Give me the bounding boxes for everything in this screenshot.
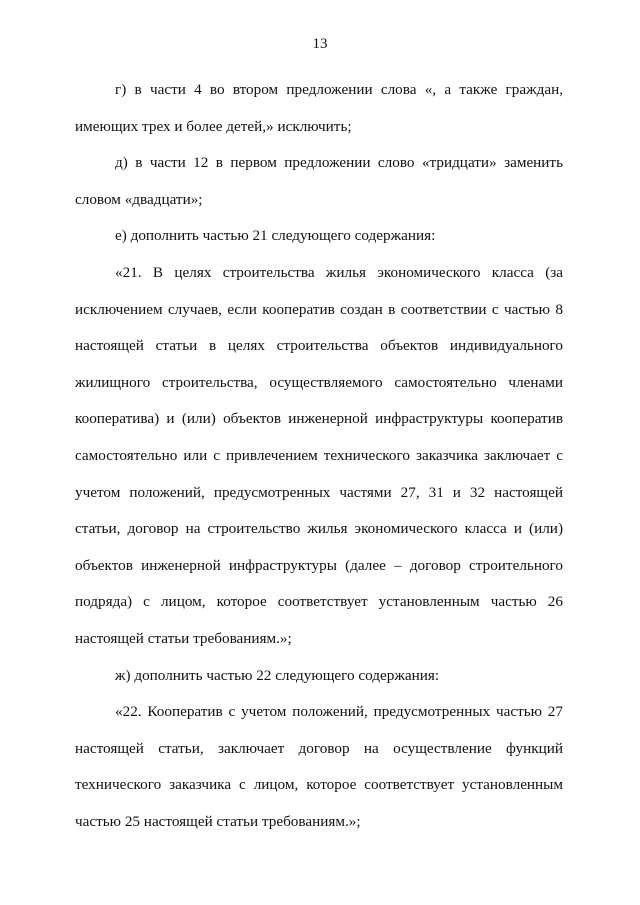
page-number: 13 xyxy=(312,36,328,52)
paragraph-zh: ж) дополнить частью 22 следующего содержания: xyxy=(115,666,440,684)
paragraph-g: г) в части 4 во втором предложении слова «, а также граждан, имеющих трех и более детей,» исключить; xyxy=(75,81,563,135)
document-body xyxy=(75,72,563,840)
paragraph-part-22: «22. Кооператив с учетом положений, предусмотренных частью 27 настоящей статьи, заключает договор на осуществление функций технического заказчика с лицом, которое соответствует установленным частью 25 настоящей статьи требованиям.»; xyxy=(75,703,563,830)
paragraph-e: е) дополнить частью 21 следующего содержания: xyxy=(115,227,436,245)
paragraph-d: д) в части 12 в первом предложении слово «тридцати» заменить словом «двадцати»; xyxy=(75,154,563,208)
paragraph-part-21: «21. В целях строительства жилья экономического класса (за исключением случаев, если кооператив создан в соответствии с частью 8 настоящей статьи в целях строительства объектов индивидуального жилищного строительства, осуществляемого самостоятельно членами кооператива) и (или) объектов инженерной инфраструктуры кооператив самостоятельно или с привлечением технического заказчика заключает с учетом положений, предусмотренных частями 27, 31 и 32 настоящей статьи, договор на строительство жилья экономического класса и (или) объектов инженерной инфраструктуры (далее – договор строительного подряда) с лицом, которое соответствует установленным частью 26 настоящей статьи требованиям.»; xyxy=(75,263,563,647)
